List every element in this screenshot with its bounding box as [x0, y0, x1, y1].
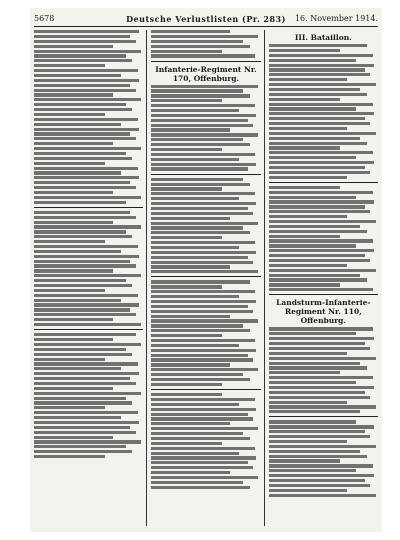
text-line: [151, 99, 222, 102]
text-line: [151, 432, 243, 435]
issue-date: 16. November 1914.: [294, 14, 378, 23]
text-line: [34, 221, 113, 224]
text-line: [34, 440, 141, 443]
text-line: [151, 85, 258, 88]
text-line: [151, 329, 249, 332]
text-line: [34, 289, 105, 292]
section-divider: [269, 182, 378, 183]
text-line: [34, 416, 121, 419]
section-divider: [151, 276, 260, 277]
section-divider: [151, 389, 260, 390]
text-line: [151, 319, 258, 322]
text-line: [34, 137, 136, 140]
text-line: [269, 459, 340, 462]
text-line: [34, 284, 132, 287]
text-line: [34, 191, 113, 194]
text-line: [151, 383, 222, 386]
text-line: [151, 256, 247, 259]
text-line: [34, 401, 132, 404]
text-line: [269, 196, 356, 199]
text-line: [151, 471, 230, 474]
text-line: [34, 431, 136, 434]
text-line: [34, 142, 113, 145]
text-line: [151, 481, 243, 484]
text-line: [269, 225, 361, 228]
text-line: [34, 313, 136, 316]
text-line: [34, 40, 136, 43]
text-line: [151, 413, 247, 416]
text-line: [269, 117, 365, 120]
text-line: [34, 343, 141, 346]
text-line: [34, 152, 126, 155]
text-line: [151, 358, 253, 361]
text-line: [269, 215, 348, 218]
text-line: [151, 398, 255, 401]
text-line: [151, 334, 222, 337]
text-line: [151, 138, 243, 141]
text-line: [34, 79, 139, 82]
text-line: [151, 339, 255, 342]
text-line: [34, 59, 132, 62]
text-line: [269, 127, 348, 130]
text-line: [34, 89, 136, 92]
text-line: [269, 93, 367, 96]
text-line: [269, 132, 376, 135]
text-line: [151, 403, 238, 406]
text-line: [151, 183, 249, 186]
text-line: [269, 474, 374, 477]
section-heading: III. Bataillon.: [294, 33, 352, 42]
text-line: [269, 205, 365, 208]
text-line: [151, 466, 253, 469]
text-line: [269, 435, 371, 438]
text-line: [34, 269, 113, 272]
text-line: [151, 50, 222, 53]
text-line: [34, 216, 136, 219]
text-line: [269, 156, 356, 159]
text-line: [34, 406, 105, 409]
text-line: [151, 354, 247, 357]
text-line: [34, 45, 113, 48]
text-line: [34, 279, 126, 282]
text-line: [34, 421, 139, 424]
text-line: [269, 420, 356, 423]
text-line: [151, 349, 256, 352]
text-line: [151, 447, 255, 450]
text-line: [151, 251, 256, 254]
text-line: [269, 68, 365, 71]
text-line: [34, 260, 130, 263]
column-3: [269, 30, 378, 526]
text-line: [269, 220, 376, 223]
text-line: [34, 397, 126, 400]
text-line: [34, 69, 138, 72]
section-divider: [151, 174, 260, 175]
text-line: [269, 191, 373, 194]
text-line: [269, 151, 373, 154]
text-line: [34, 35, 130, 38]
section-divider: [269, 416, 378, 417]
column-2: [151, 30, 264, 526]
text-line: [34, 240, 105, 243]
text-line: [151, 324, 243, 327]
text-line: [269, 337, 374, 340]
text-line: [34, 211, 130, 214]
text-line: [34, 392, 141, 395]
text-line: [34, 367, 121, 370]
text-line: [151, 197, 238, 200]
text-line: [269, 54, 373, 57]
text-line: [34, 225, 141, 228]
text-line: [151, 265, 230, 268]
text-line: [151, 124, 253, 127]
text-line: [34, 186, 136, 189]
text-line: [269, 332, 356, 335]
text-line: [151, 290, 255, 293]
text-line: [269, 366, 367, 369]
text-line: [269, 425, 374, 428]
text-line: [34, 147, 141, 150]
text-line: [151, 178, 243, 181]
text-line: [269, 166, 365, 169]
newspaper-page: [30, 8, 382, 532]
text-line: [269, 88, 361, 91]
text-line: [151, 153, 255, 156]
text-line: [269, 386, 374, 389]
text-line: [34, 450, 132, 453]
text-line: [151, 40, 243, 43]
text-line: [34, 362, 138, 365]
text-line: [34, 196, 141, 199]
section-heading: Landsturm-Infanterie-Regiment Nr. 110, Offenburg.: [276, 298, 371, 326]
text-line: [151, 437, 249, 440]
section-divider: [34, 207, 143, 208]
text-line: [151, 285, 222, 288]
text-line: [34, 353, 132, 356]
text-line: [34, 201, 126, 204]
text-line: [34, 64, 105, 67]
text-line: [151, 231, 249, 234]
text-line: [151, 207, 247, 210]
text-line: [151, 54, 255, 57]
text-line: [34, 50, 141, 53]
text-line: [269, 254, 365, 257]
text-line: [269, 464, 373, 467]
text-line: [151, 119, 247, 122]
text-line: [151, 187, 222, 190]
text-line: [151, 442, 222, 445]
text-line: [151, 241, 255, 244]
text-line: [34, 250, 121, 253]
text-line: [151, 217, 230, 220]
text-line: [269, 455, 367, 458]
text-line: [151, 30, 230, 33]
text-line: [34, 157, 132, 160]
text-line: [269, 362, 361, 365]
text-line: [269, 98, 340, 101]
text-line: [269, 44, 367, 47]
text-line: [269, 49, 340, 52]
text-line: [34, 303, 139, 306]
text-line: [269, 484, 371, 487]
text-line: [269, 352, 348, 355]
issue-number: (Pr. 283): [242, 14, 286, 24]
text-line: [269, 142, 367, 145]
text-line: [151, 158, 238, 161]
text-line: [151, 456, 256, 459]
text-line: [269, 396, 371, 399]
text-line: [34, 235, 132, 238]
text-line: [34, 30, 139, 33]
text-line: [34, 84, 130, 87]
text-line: [269, 230, 367, 233]
text-line: [34, 108, 132, 111]
text-line: [34, 103, 126, 106]
text-line: [151, 373, 243, 376]
text-line: [34, 372, 139, 375]
text-line: [151, 167, 247, 170]
text-line: [34, 113, 105, 116]
text-columns: [34, 30, 378, 526]
text-line: [151, 226, 243, 229]
text-line: [151, 461, 247, 464]
text-line: [34, 181, 130, 184]
text-line: [269, 210, 371, 213]
text-line: [34, 348, 126, 351]
text-line: [151, 89, 243, 92]
text-line: [34, 245, 138, 248]
text-line: [269, 59, 356, 62]
text-line: [269, 137, 361, 140]
text-line: [151, 212, 253, 215]
text-line: [34, 436, 113, 439]
text-line: [34, 128, 139, 131]
text-line: [34, 294, 138, 297]
text-line: [269, 249, 374, 252]
section-heading: Infanterie-Regiment Nr. 170, Offenburg.: [155, 64, 257, 83]
section-divider: [34, 329, 143, 330]
text-line: [151, 417, 253, 420]
text-line: [269, 391, 365, 394]
text-line: [151, 310, 253, 313]
text-line: [151, 368, 258, 371]
text-line: [269, 445, 376, 448]
text-line: [34, 333, 136, 336]
text-line: [151, 94, 249, 97]
text-line: [34, 264, 136, 267]
text-line: [269, 288, 373, 291]
text-line: [151, 378, 249, 381]
page-header: [34, 12, 378, 27]
text-line: [151, 222, 258, 225]
text-line: [269, 430, 365, 433]
text-line: [269, 112, 374, 115]
text-line: [34, 93, 113, 96]
text-line: [151, 422, 230, 425]
text-line: [151, 315, 230, 318]
section-divider: [151, 61, 260, 62]
text-line: [34, 171, 121, 174]
text-line: [151, 452, 238, 455]
text-line: [34, 377, 130, 380]
text-line: [34, 274, 141, 277]
text-line: [151, 104, 255, 107]
text-line: [269, 489, 348, 492]
text-line: [34, 54, 126, 57]
text-line: [269, 357, 376, 360]
text-line: [34, 230, 126, 233]
text-line: [269, 440, 348, 443]
text-line: [269, 146, 340, 149]
text-line: [34, 123, 121, 126]
text-line: [269, 235, 340, 238]
text-line: [269, 274, 361, 277]
text-line: [269, 186, 340, 189]
text-line: [269, 122, 371, 125]
text-line: [151, 427, 258, 430]
text-line: [151, 393, 222, 396]
text-line: [34, 358, 105, 361]
text-line: [34, 411, 138, 414]
text-line: [269, 327, 373, 330]
text-line: [34, 98, 141, 101]
text-line: [34, 132, 130, 135]
text-line: [151, 109, 238, 112]
text-line: [34, 338, 113, 341]
text-line: [34, 167, 138, 170]
text-line: [151, 163, 256, 166]
text-line: [151, 148, 222, 151]
text-line: [269, 171, 371, 174]
text-line: [269, 469, 356, 472]
text-line: [151, 114, 256, 117]
text-line: [269, 83, 376, 86]
text-line: [34, 445, 126, 448]
column-1: [34, 30, 147, 526]
text-line: [34, 426, 130, 429]
text-line: [269, 103, 373, 106]
text-line: [151, 192, 255, 195]
text-line: [151, 45, 249, 48]
text-line: [269, 342, 365, 345]
text-line: [269, 410, 361, 413]
text-line: [34, 308, 130, 311]
text-line: [269, 376, 373, 379]
text-line: [269, 264, 348, 267]
text-line: [34, 118, 138, 121]
text-line: [269, 450, 361, 453]
text-line: [151, 270, 258, 273]
text-line: [269, 64, 374, 67]
text-line: [151, 202, 256, 205]
text-line: [151, 128, 230, 131]
text-line: [269, 283, 340, 286]
text-line: [34, 455, 105, 458]
text-line: [151, 344, 238, 347]
text-line: [151, 363, 230, 366]
text-line: [151, 280, 249, 283]
text-line: [151, 300, 256, 303]
text-line: [34, 382, 136, 385]
text-line: [269, 161, 374, 164]
text-line: [269, 347, 371, 350]
text-line: [34, 299, 121, 302]
text-line: [269, 176, 348, 179]
text-line: [151, 476, 258, 479]
text-line: [34, 318, 113, 321]
text-line: [151, 305, 247, 308]
text-line: [151, 408, 256, 411]
text-line: [269, 244, 356, 247]
text-line: [151, 236, 222, 239]
section-divider: [269, 294, 378, 295]
text-line: [34, 255, 139, 258]
text-line: [269, 239, 373, 242]
text-line: [269, 269, 376, 272]
text-line: [34, 176, 139, 179]
text-line: [269, 200, 374, 203]
text-line: [151, 246, 238, 249]
text-line: [269, 405, 376, 408]
text-line: [34, 162, 105, 165]
text-line: [269, 107, 356, 110]
text-line: [269, 494, 376, 497]
text-line: [151, 295, 238, 298]
text-line: [269, 371, 340, 374]
text-line: [34, 387, 113, 390]
text-line: [34, 74, 121, 77]
page-number: 5678: [34, 14, 55, 23]
text-line: [269, 278, 367, 281]
text-line: [269, 78, 348, 81]
journal-name: Deutsche Verlustlisten: [126, 14, 239, 24]
text-line: [269, 401, 348, 404]
text-line: [269, 381, 356, 384]
text-line: [151, 486, 249, 489]
text-line: [151, 261, 253, 264]
text-line: [269, 259, 371, 262]
text-line: [34, 323, 141, 326]
text-line: [269, 479, 365, 482]
text-line: [269, 73, 371, 76]
text-line: [151, 35, 258, 38]
text-line: [151, 133, 258, 136]
text-line: [151, 143, 249, 146]
